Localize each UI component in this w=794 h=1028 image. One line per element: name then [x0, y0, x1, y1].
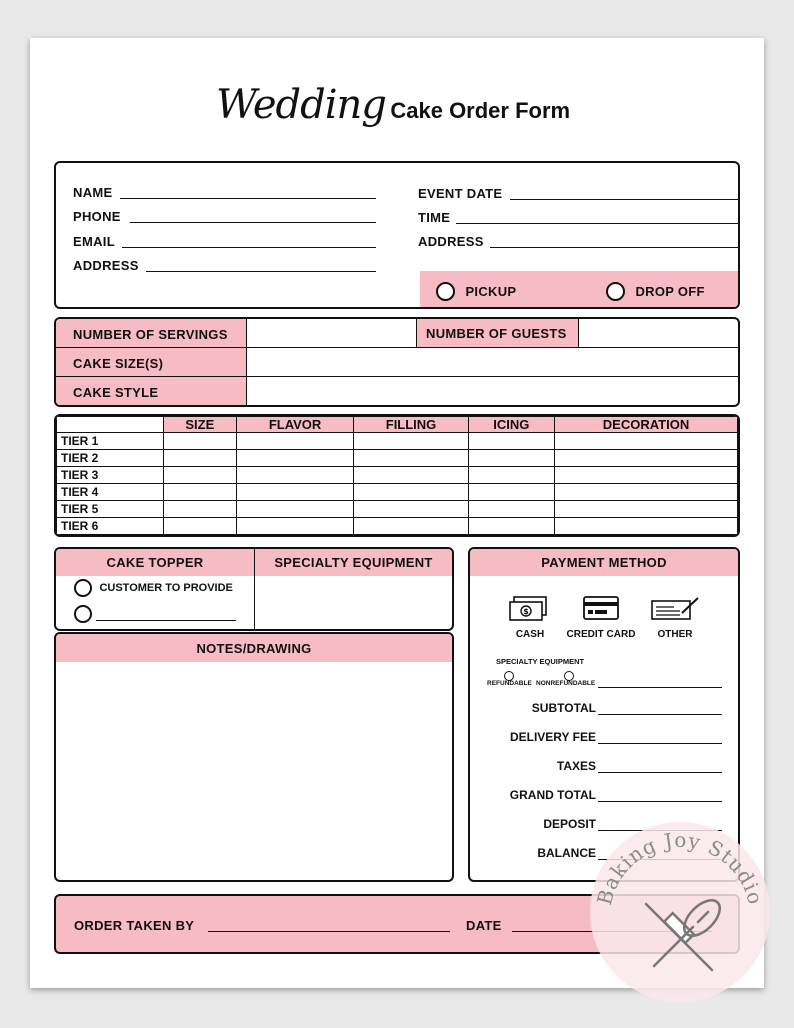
event-address-label: ADDRESS	[418, 234, 484, 249]
phone-field[interactable]	[130, 222, 376, 223]
tier-cell[interactable]	[164, 467, 237, 484]
page-title	[216, 82, 570, 128]
address-label: ADDRESS	[73, 258, 139, 273]
tier-cell[interactable]	[236, 433, 354, 450]
check-icon	[650, 595, 702, 623]
watermark-text-path: Baking Joy Studio	[592, 827, 768, 908]
name-field[interactable]	[120, 198, 376, 199]
specialty-header	[255, 549, 452, 576]
customer-provide-label: CUSTOMER TO PROVIDE	[99, 582, 233, 594]
notes-title: NOTES/DRAWING	[196, 641, 312, 656]
title-rest: Cake Order Form	[390, 98, 571, 123]
tier-cell[interactable]	[468, 467, 554, 484]
header-size: SIZE	[164, 417, 237, 433]
tier-cell[interactable]	[354, 467, 468, 484]
table-row	[57, 518, 738, 535]
order-taken-by-label: ORDER TAKEN BY	[74, 918, 195, 933]
tier-cell[interactable]	[555, 467, 738, 484]
tier-cell[interactable]	[236, 518, 354, 535]
delivery-fee-field[interactable]	[598, 743, 722, 744]
tier-cell[interactable]	[468, 518, 554, 535]
rolling-pin-whisk-icon	[646, 894, 726, 970]
taxes-label: TAXES	[556, 759, 596, 773]
table-row	[57, 484, 738, 501]
tier-cell[interactable]	[468, 433, 554, 450]
watermark-graphic	[590, 822, 770, 1002]
subtotal-label: SUBTOTAL	[531, 701, 596, 715]
credit-card-label: CREDIT CARD	[566, 629, 636, 640]
deposit-label: DEPOSIT	[543, 817, 596, 831]
address-field[interactable]	[146, 271, 376, 272]
specialty-amount-field[interactable]	[598, 687, 722, 688]
delivery-fee-label: DELIVERY FEE	[509, 730, 596, 744]
table-row	[57, 467, 738, 484]
phone-label: PHONE	[73, 209, 121, 224]
specialty-equipment-label: SPECIALTY EQUIPMENT	[496, 657, 585, 666]
tier-cell[interactable]	[236, 450, 354, 467]
tier-cell[interactable]	[354, 484, 468, 501]
header-filling: FILLING	[354, 417, 468, 433]
column-divider	[254, 576, 255, 629]
grand-total-field[interactable]	[598, 801, 722, 802]
time-label: TIME	[418, 210, 451, 225]
table-row	[57, 501, 738, 518]
pickup-radio[interactable]	[436, 282, 455, 301]
tier-cell[interactable]	[555, 433, 738, 450]
title-script: Wedding	[216, 82, 386, 128]
tier-cell[interactable]	[555, 518, 738, 535]
pickup-label: PICKUP	[465, 284, 517, 299]
tier-cell[interactable]	[468, 450, 554, 467]
customer-info-box	[54, 161, 740, 309]
drop-off-label: DROP OFF	[635, 284, 705, 299]
event-date-field[interactable]	[510, 199, 740, 200]
topper-other-field[interactable]	[96, 620, 236, 621]
tier-label: TIER 5	[57, 501, 164, 518]
tier-cell[interactable]	[164, 450, 237, 467]
tiers-table	[56, 416, 738, 535]
tier-cell[interactable]	[555, 501, 738, 518]
tier-cell[interactable]	[164, 518, 237, 535]
drop-off-option[interactable]	[606, 282, 705, 301]
order-taken-by-field[interactable]	[208, 931, 450, 932]
nonrefundable-label: NONREFUNDABLE	[536, 680, 596, 687]
tier-cell[interactable]	[164, 501, 237, 518]
credit-card-option[interactable]	[582, 595, 620, 626]
tier-label: TIER 1	[57, 433, 164, 450]
customer-provide-radio[interactable]	[74, 579, 92, 597]
cake-style-field[interactable]	[248, 377, 738, 405]
table-row	[57, 433, 738, 450]
other-option[interactable]	[650, 595, 702, 628]
taxes-field[interactable]	[598, 772, 722, 773]
tier-label: TIER 3	[57, 467, 164, 484]
topper-other-radio[interactable]	[74, 605, 92, 623]
payment-title: PAYMENT METHOD	[541, 555, 667, 570]
tier-cell[interactable]	[354, 518, 468, 535]
servings-label: NUMBER OF SERVINGS	[73, 327, 228, 342]
tier-label: TIER 4	[57, 484, 164, 501]
event-address-field[interactable]	[490, 247, 740, 248]
tier-cell[interactable]	[164, 433, 237, 450]
tier-cell[interactable]	[468, 501, 554, 518]
grand-total-label: GRAND TOTAL	[509, 788, 596, 802]
credit-card-icon	[582, 595, 620, 621]
balance-label: BALANCE	[537, 846, 596, 860]
topper-box	[54, 547, 454, 631]
tier-cell[interactable]	[164, 484, 237, 501]
cash-icon	[508, 595, 548, 623]
tier-cell[interactable]	[555, 484, 738, 501]
tier-cell[interactable]	[236, 467, 354, 484]
guests-label: NUMBER OF GUESTS	[426, 326, 567, 341]
taxes-row	[470, 759, 740, 777]
delivery-options-band	[420, 271, 740, 307]
header-icing: ICING	[468, 417, 554, 433]
notes-box	[54, 632, 454, 882]
servings-box	[54, 317, 740, 407]
drop-off-radio[interactable]	[606, 282, 625, 301]
name-label: NAME	[73, 185, 113, 200]
topper-title: CAKE TOPPER	[106, 555, 204, 570]
tier-label: TIER 2	[57, 450, 164, 467]
cake-sizes-label: CAKE SIZE(S)	[73, 356, 164, 371]
email-label: EMAIL	[73, 234, 115, 249]
subtotal-row	[470, 701, 740, 719]
tier-label: TIER 6	[57, 518, 164, 535]
notes-header	[56, 634, 452, 662]
notes-drawing-area[interactable]	[56, 662, 452, 880]
specialty-title: SPECIALTY EQUIPMENT	[274, 555, 433, 570]
guests-field[interactable]	[580, 319, 738, 347]
table-row	[57, 450, 738, 467]
other-label: OTHER	[657, 629, 693, 640]
cash-label: CASH	[515, 629, 545, 640]
header-decoration: DECORATION	[555, 417, 738, 433]
watermark-text	[592, 828, 768, 908]
svg-text:$: $	[523, 607, 529, 616]
specialty-field[interactable]	[256, 577, 450, 629]
header-flavor: FLAVOR	[236, 417, 354, 433]
tier-cell[interactable]	[555, 450, 738, 467]
subtotal-field[interactable]	[598, 714, 722, 715]
tier-cell[interactable]	[236, 501, 354, 518]
tiers-corner-cell	[57, 417, 164, 433]
time-field[interactable]	[456, 223, 740, 224]
tier-cell[interactable]	[236, 484, 354, 501]
tiers-box	[54, 414, 740, 537]
servings-field[interactable]	[248, 319, 414, 347]
event-date-label: EVENT DATE	[418, 186, 503, 201]
topper-customer-option[interactable]	[74, 579, 233, 597]
grand-total-row	[470, 788, 740, 806]
topper-header	[56, 549, 255, 576]
refundable-label: REFUNDABLE	[487, 680, 532, 687]
tier-cell[interactable]	[354, 433, 468, 450]
payment-header	[470, 549, 738, 576]
cake-sizes-field[interactable]	[248, 348, 738, 376]
tier-cell[interactable]	[354, 450, 468, 467]
delivery-fee-row	[470, 730, 740, 748]
cake-style-label: CAKE STYLE	[73, 385, 159, 400]
tier-cell[interactable]	[468, 484, 554, 501]
date-label: DATE	[466, 918, 502, 933]
watermark-seal	[590, 822, 770, 1002]
tier-cell[interactable]	[354, 501, 468, 518]
pickup-option[interactable]	[436, 282, 516, 301]
email-field[interactable]	[122, 247, 376, 248]
tiers-header-row	[57, 417, 738, 433]
topper-other-option[interactable]	[74, 605, 92, 623]
cash-option[interactable]	[508, 595, 548, 628]
